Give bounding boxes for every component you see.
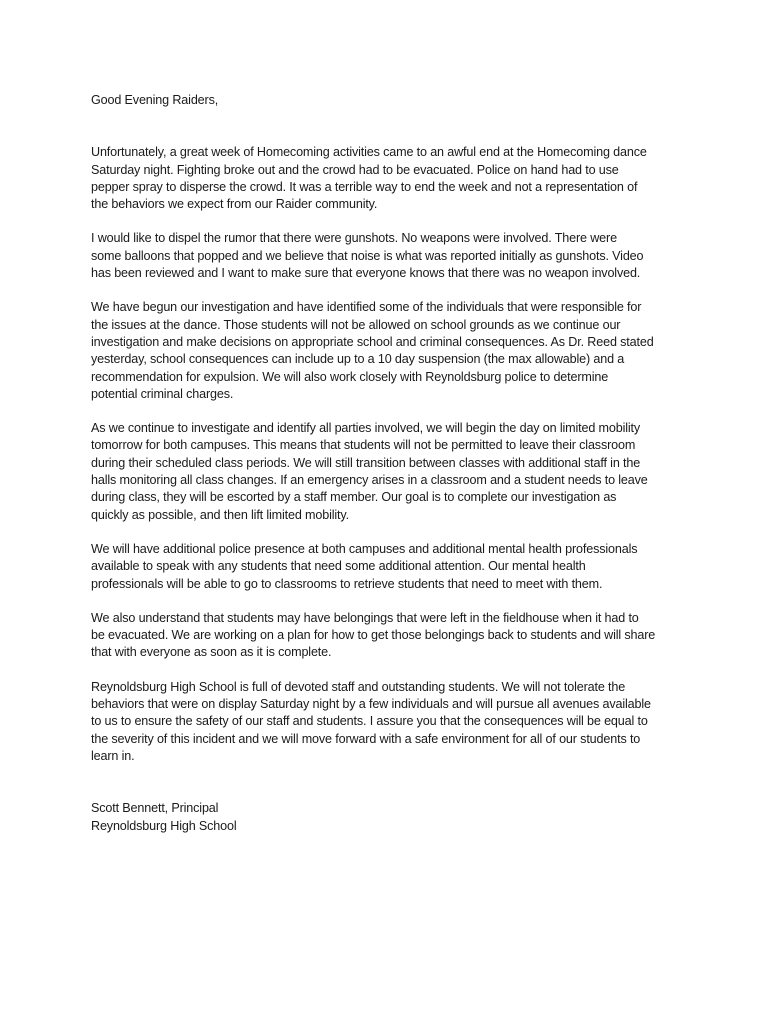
signature-name-title: Scott Bennett, Principal — [91, 801, 219, 816]
paragraph-investigation: We have begun our investigation and have identified some of the individuals that were responsible for the issues at the dance. Those students will not be allowed on school grounds as we continue our investigation and make decisions on appropriate school and criminal consequences. As Dr. Reed stated yesterday, school consequences can include up to a 10 day suspension (the max allowable) and a recommendation for expulsion. We will also work closely with Reynoldsburg police to determine potential criminal charges. — [91, 300, 654, 401]
letter-body — [91, 92, 681, 835]
paragraph-gunshot-rumor: I would like to dispel the rumor that there were gunshots. No weapons were involved. There were some balloons that popped and we believe that noise is what was reported initially as gunshots. Video has been reviewed and I want to make sure that everyone knows that there was no weapon involved. — [91, 231, 644, 281]
signature-organization: Reynoldsburg High School — [91, 818, 237, 833]
paragraph-limited-mobility: As we continue to investigate and identify all parties involved, we will begin the day on limited mobility tomorrow for both campuses. This means that students will not be permitted to leave their classroom during their scheduled class periods. We will still transition between classes with additional staff in the halls monitoring all class changes. If an emergency arises in a classroom and a student needs to leave during class, they will be escorted by a staff member. Our goal is to complete our investigation as quickly as possible, and then lift limited mobility. — [91, 421, 648, 522]
paragraph-belongings: We also understand that students may have belongings that were left in the fieldhouse when it had to be evacuated. We are working on a plan for how to get those belongings back to students and will share that with everyone as soon as it is complete. — [91, 610, 656, 660]
letter-greeting: Good Evening Raiders, — [91, 93, 219, 107]
paragraph-closing: Reynoldsburg High School is full of devoted staff and outstanding students. We will not tolerate the behaviors that were on display Saturday night by a few individuals and will pursue all avenues available to us to ensure the safety of our staff and students. I assure you that the consequences will be equal to the severity of this incident and we will move forward with a safe environment for all of our students to learn in. — [91, 679, 651, 763]
paragraph-incident: Unfortunately, a great week of Homecoming activities came to an awful end at the Homecoming dance Saturday night. Fighting broke out and the crowd had to be evacuated. Police on hand had to use pepper spray to disperse the crowd. It was a terrible way to end the week and not a representation of the behaviors we expect from our Raider community. — [91, 145, 647, 212]
signature-block — [91, 800, 681, 835]
paragraph-police-mental-health: We will have additional police presence at both campuses and additional mental health professionals available to speak with any students that need some additional attention. Our mental health professionals will be able to go to classrooms to retrieve students that need to meet with them. — [91, 541, 638, 591]
